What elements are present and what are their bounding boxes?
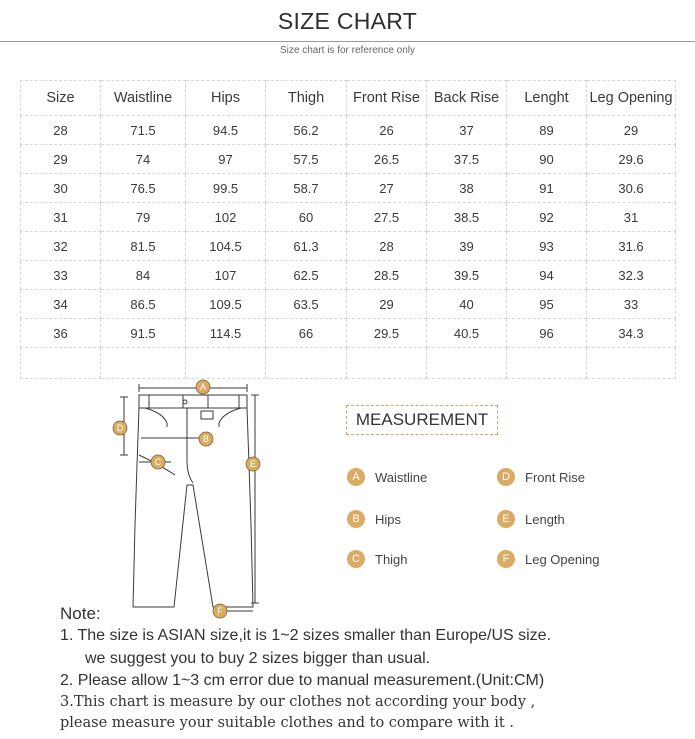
table-cell: 94 <box>507 261 587 290</box>
table-cell: 40.5 <box>427 319 507 348</box>
legend-label: Hips <box>375 511 402 527</box>
table-cell: 29 <box>347 290 427 319</box>
table-cell: 96 <box>507 319 587 348</box>
column-header: Waistline <box>101 81 186 116</box>
table-cell-empty <box>507 348 587 379</box>
table-cell: 56.2 <box>266 116 347 145</box>
legend-item-thigh <box>347 550 408 568</box>
marker-a-icon <box>196 380 210 394</box>
marker-b-icon <box>199 432 213 446</box>
table-cell: 31 <box>21 203 101 232</box>
table-row <box>21 145 676 174</box>
table-cell: 79 <box>101 203 186 232</box>
note-line-2: 2. Please allow 1~3 cm error due to manual measurement.(Unit:CM) <box>60 672 545 689</box>
badge-b-icon: B <box>347 510 365 528</box>
table-row <box>21 261 676 290</box>
table-row <box>21 290 676 319</box>
size-table <box>20 80 676 379</box>
marker-f-icon <box>213 604 227 618</box>
table-cell: 29 <box>21 145 101 174</box>
marker-a-label: A <box>199 382 207 392</box>
title-divider <box>0 41 695 42</box>
column-header: Back Rise <box>427 81 507 116</box>
marker-e-icon <box>246 457 260 471</box>
table-row <box>21 203 676 232</box>
column-header: Front Rise <box>347 81 427 116</box>
page-title: SIZE CHART <box>277 8 418 34</box>
marker-c-label: C <box>154 457 162 467</box>
badge-e-icon: E <box>497 510 515 528</box>
table-cell: 30.6 <box>587 174 676 203</box>
jeans-diagram <box>105 375 275 620</box>
table-row <box>21 232 676 261</box>
table-cell: 97 <box>186 145 266 174</box>
legend-item-hips <box>347 510 401 528</box>
column-header: Leg Opening <box>587 81 676 116</box>
table-cell: 34.3 <box>587 319 676 348</box>
table-cell-empty <box>347 348 427 379</box>
table-cell: 58.7 <box>266 174 347 203</box>
table-cell: 28.5 <box>347 261 427 290</box>
table-row-empty <box>21 348 676 379</box>
table-cell: 31.6 <box>587 232 676 261</box>
legend-item-length <box>497 510 565 528</box>
table-cell-empty <box>266 348 347 379</box>
legend-label: Waistline <box>375 469 428 485</box>
legend-label: Length <box>525 511 565 527</box>
table-cell: 29.6 <box>587 145 676 174</box>
table-cell: 57.5 <box>266 145 347 174</box>
legend-item-waistline <box>347 468 427 486</box>
table-cell: 26 <box>347 116 427 145</box>
table-cell: 84 <box>101 261 186 290</box>
table-cell: 29.5 <box>347 319 427 348</box>
table-cell: 32 <box>21 232 101 261</box>
table-cell-empty <box>587 348 676 379</box>
table-cell: 39 <box>427 232 507 261</box>
table-cell: 114.5 <box>186 319 266 348</box>
marker-d-icon <box>113 421 127 435</box>
table-cell: 81.5 <box>101 232 186 261</box>
table-cell: 30 <box>21 174 101 203</box>
badge-c-icon: C <box>347 550 365 568</box>
badge-a-icon: A <box>347 468 365 486</box>
legend-item-front-rise <box>497 468 585 486</box>
table-cell-empty <box>101 348 186 379</box>
marker-e-label: E <box>249 459 257 469</box>
measurement-title: MEASUREMENT <box>346 405 498 435</box>
table-cell: 104.5 <box>186 232 266 261</box>
table-cell: 28 <box>21 116 101 145</box>
table-cell: 33 <box>21 261 101 290</box>
table-cell: 38 <box>427 174 507 203</box>
table-cell: 86.5 <box>101 290 186 319</box>
table-cell: 34 <box>21 290 101 319</box>
table-cell: 40 <box>427 290 507 319</box>
column-header: Size <box>21 81 101 116</box>
table-cell: 107 <box>186 261 266 290</box>
table-cell: 28 <box>347 232 427 261</box>
table-cell: 99.5 <box>186 174 266 203</box>
table-cell: 91 <box>507 174 587 203</box>
legend-label: Leg Opening <box>525 551 600 567</box>
page-subtitle: Size chart is for reference only <box>279 45 416 56</box>
table-cell: 39.5 <box>427 261 507 290</box>
note-line-1-continued: we suggest you to buy 2 sizes bigger than usual. <box>85 650 431 667</box>
table-cell: 102 <box>186 203 266 232</box>
table-cell: 94.5 <box>186 116 266 145</box>
table-cell-empty <box>21 348 101 379</box>
table-cell: 29 <box>587 116 676 145</box>
note-line-1: 1. The size is ASIAN size,it is 1~2 sizes smaller than Europe/US size. <box>60 627 552 644</box>
table-cell-empty <box>427 348 507 379</box>
table-cell: 26.5 <box>347 145 427 174</box>
note-line-3: 3.This chart is measure by our clothes not according your body , <box>60 694 536 710</box>
table-cell: 38.5 <box>427 203 507 232</box>
table-cell: 37.5 <box>427 145 507 174</box>
marker-b-label: B <box>202 434 210 444</box>
marker-c-icon <box>151 455 165 469</box>
column-header: Lenght <box>507 81 587 116</box>
table-cell: 63.5 <box>266 290 347 319</box>
jeans-illustration <box>105 375 275 620</box>
legend-item-leg-opening <box>497 550 599 568</box>
marker-d-label: D <box>116 423 124 433</box>
table-cell: 89 <box>507 116 587 145</box>
table-cell: 32.3 <box>587 261 676 290</box>
column-header: Thigh <box>266 81 347 116</box>
badge-d-icon: D <box>497 468 515 486</box>
table-cell: 66 <box>266 319 347 348</box>
legend-label: Thigh <box>375 551 408 567</box>
table-cell: 27 <box>347 174 427 203</box>
table-cell: 109.5 <box>186 290 266 319</box>
column-header: Hips <box>186 81 266 116</box>
table-cell: 33 <box>587 290 676 319</box>
table-cell: 95 <box>507 290 587 319</box>
table-cell: 31 <box>587 203 676 232</box>
legend-label: Front Rise <box>525 469 585 485</box>
table-cell: 90 <box>507 145 587 174</box>
table-cell-empty <box>186 348 266 379</box>
table-cell: 93 <box>507 232 587 261</box>
table-cell: 74 <box>101 145 186 174</box>
table-cell: 71.5 <box>101 116 186 145</box>
marker-f-label: F <box>217 606 223 616</box>
table-cell: 91.5 <box>101 319 186 348</box>
notes-title: Note: <box>60 604 101 623</box>
table-cell: 61.3 <box>266 232 347 261</box>
table-row <box>21 319 676 348</box>
table-cell: 36 <box>21 319 101 348</box>
table-cell: 92 <box>507 203 587 232</box>
badge-f-icon: F <box>497 550 515 568</box>
table-row <box>21 116 676 145</box>
table-cell: 27.5 <box>347 203 427 232</box>
table-cell: 60 <box>266 203 347 232</box>
table-cell: 62.5 <box>266 261 347 290</box>
table-cell: 76.5 <box>101 174 186 203</box>
table-cell: 37 <box>427 116 507 145</box>
table-header-row <box>21 81 676 116</box>
table-row <box>21 174 676 203</box>
note-line-3-continued: please measure your suitable clothes and to compare with it . <box>60 715 514 731</box>
